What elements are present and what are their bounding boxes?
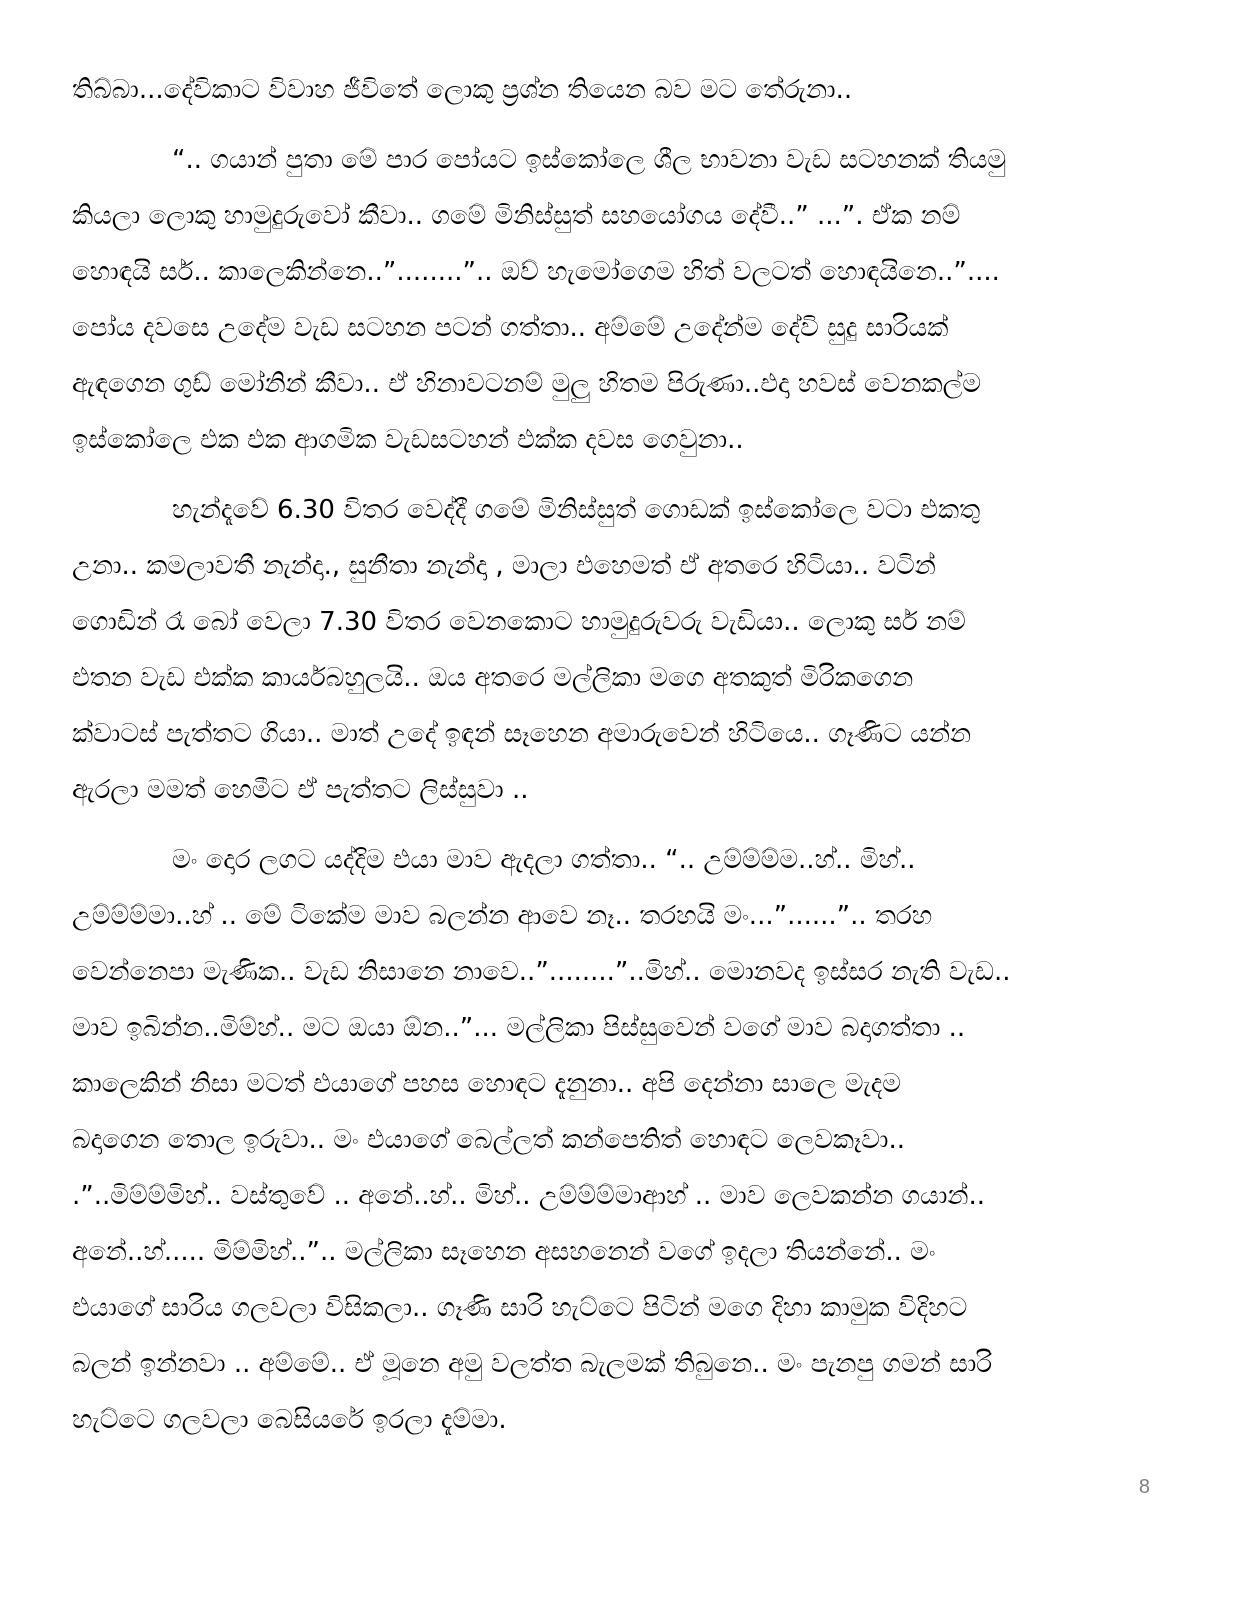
text-line: එයාගේ සාරිය ගලවලා විසිකලා.. ගෑණි සාරි හැට්ටෙ පිටින් මගෙ දිහා කාමුක විදිහට xyxy=(72,1293,968,1323)
paragraph-3 xyxy=(72,482,1172,818)
text-line: පෝය දවසෙ උදේම වැඩ සටහන පටන් ගත්තා.. අම්මේ උදේන්ම දේවි සුදු සාරියක් xyxy=(72,313,949,343)
paragraph-1 xyxy=(72,62,1172,118)
paragraph-4 xyxy=(72,832,1172,1448)
text-line: ඉස්කෝලෙ එක එක ආගමික වැඩසටහන් එක්ක දවස ගෙවුනා.. xyxy=(72,425,744,455)
text-line: හොඳයි සර්.. කාලෙකින්නෙ..”........”.. ඔව් හැමෝගෙම හිත් වලටත් හොඳයිනෙ..”.... xyxy=(72,257,1000,287)
text-line: ගොඩින් රෑ බෝ වෙලා 7.30 විතර වෙනකොට හාමුදුරුවරු වැඩියා.. ලොකු සර් නම් xyxy=(72,607,966,637)
text-line: ඇරලා මමත් හෙමීට ඒ පැත්තට ලිස්සුවා .. xyxy=(72,775,529,805)
text-line: මං දොර ලගට යද්දිම එයා මාව ඇදලා ගත්තා.. “.. උම්ම්ම්ම..හ්.. මිහ්.. xyxy=(172,845,916,875)
text-line: ක්වාටස් පැත්තට ගියා.. මාත් උදේ ඉඳන් සෑහෙන අමාරුවෙන් හිටියෙ.. ගෑණිට යන්න xyxy=(72,719,972,749)
text-line: ඇඳගෙන ගුඩ් මෝනින් කීවා.. ඒ හිනාවටනම් මුලු හිතම පිරුණා..එදා හවස් වෙනකල්ම xyxy=(72,369,982,399)
text-line: මාව ඉබින්න..මිම්හ්.. මට ඔයා ඕන..”... මල්ලිකා පිස්සුවෙන් වගේ මාව බදාගත්තා .. xyxy=(72,1013,966,1043)
text-line: හැන්දෑවේ 6.30 විතර වෙද්දී ගමේ මිනිස්සුත් ගොඩක් ඉස්කෝලෙ වටා එකතු xyxy=(172,495,981,525)
text-line: බලන් ඉන්නවා .. අම්මේ.. ඒ මූනෙ අමු වලත්ත බැලමක් තිබුනෙ.. මං පැනපු ගමන් සාරි xyxy=(72,1349,993,1379)
text-line: උම්ම්ම්මා..හ් .. මේ ටිකේම මාව බලන්න ආවෙ නෑ.. තරහයි මං...”......”.. තරහ xyxy=(72,901,933,931)
paragraph-2 xyxy=(72,132,1172,468)
text-line: බදාගෙන තොල ඉරුවා.. මං එයාගේ බෙල්ලත් කන්පෙතිත් හොඳට ලෙවකෑවා.. xyxy=(72,1125,906,1155)
text-line: .”..මිම්ම්මිහ්.. වස්තුවේ .. අනේ..හ්.. මිහ්.. උම්ම්ම්මාආහ් .. මාව ලෙවකන්න ගයාන්.. xyxy=(72,1181,986,1211)
text-line: හැට්ටෙ ගලවලා බෙසියරේ ඉරලා දැම්මා. xyxy=(72,1405,507,1435)
text-line: කියලා ලොකු හාමුදුරුවෝ කීවා.. ගමේ මිනිස්සුත් සහයෝගය දේවී..” ...”. ඒක නම් xyxy=(72,201,961,231)
text-line: අනේ..හ්..... මිම්මිහ්..”.. මල්ලිකා සෑහෙන අසහනෙන් වගේ ඉදලා තියන්නේ.. මං xyxy=(72,1237,936,1267)
body-text xyxy=(72,62,1172,1462)
text-line: එතන වැඩ එක්ක කාර්යබහුලයි.. ඔය අතරෙ මල්ලිකා මගෙ අතකුත් මිරිකගෙන xyxy=(72,663,914,693)
page-number: 8 xyxy=(1138,1476,1150,1498)
text-line: උනා.. කමලාවතී නැන්දා., සුනීතා නැන්දා , මාලා එහෙමත් ඒ අතරෙ හිටියා.. වටින් xyxy=(72,551,936,581)
text-line: තිබ්බා...දේවිකාට විවාහ ජීවිතේ ලොකු ප්‍රශ්න තියෙන බව මට තේරුනා.. xyxy=(72,75,853,105)
text-line: වෙන්නෙපා මැණික.. වැඩ නිසානෙ නාවෙ..”........”..මිහ්.. මොනවද ඉස්සර නැති වැඩ.. xyxy=(72,957,1011,987)
text-line: කාලෙකින් නිසා මටත් එයාගේ පහස හොඳට දැනුනා.. අපි දෙන්නා සාලෙ මැදම xyxy=(72,1069,901,1099)
text-line: “.. ගයාන් පුතා මේ පාර පෝයට ඉස්කෝලෙ ශීල භාවනා වැඩ සටහනක් තියමු xyxy=(172,145,1007,175)
